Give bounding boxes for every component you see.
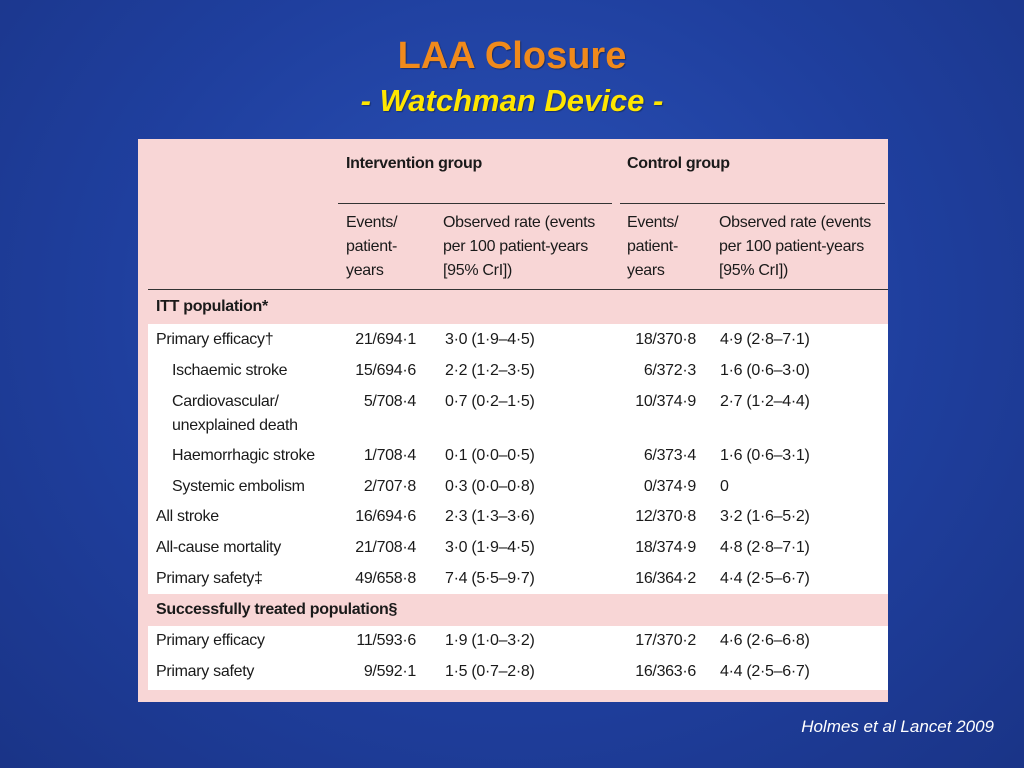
intervention-events: 9/592·1	[363, 663, 416, 680]
intervention-rate: 0·3 (0·0–0·8)	[445, 478, 535, 495]
intervention-events: 49/658·8	[355, 570, 416, 587]
intervention-events: 16/694·6	[355, 508, 416, 525]
intervention-events: 2/707·8	[363, 478, 416, 495]
intervention-rate: 2·2 (1·2–3·5)	[445, 362, 535, 379]
control-header-rule	[620, 203, 885, 204]
control-rate: 4·8 (2·8–7·1)	[720, 539, 810, 556]
control-rate: 4·9 (2·8–7·1)	[720, 331, 810, 348]
control-rate: 1·6 (0·6–3·0)	[720, 362, 810, 379]
row-label: Cardiovascular/ unexplained death	[172, 393, 298, 434]
intervention-rate: 0·7 (0·2–1·5)	[445, 393, 535, 410]
control-events: 18/370·8	[635, 331, 696, 348]
row-label: Primary efficacy†	[156, 331, 274, 348]
control-rate: 4·4 (2·5–6·7)	[720, 570, 810, 587]
intervention-rate: 0·1 (0·0–0·5)	[445, 447, 535, 464]
control-rate: 4·6 (2·6–6·8)	[720, 632, 810, 649]
intervention-events: 5/708·4	[363, 393, 416, 410]
intervention-events-header: Events/ patient- years	[346, 214, 398, 279]
intervention-events: 21/694·1	[355, 331, 416, 348]
itt-section-header: ITT population*	[148, 290, 888, 324]
control-events: 16/364·2	[635, 570, 696, 587]
control-events: 17/370·2	[635, 632, 696, 649]
row-label: All-cause mortality	[156, 539, 282, 556]
control-rate: 4·4 (2·5–6·7)	[720, 663, 810, 680]
control-rate-header: Observed rate (events per 100 patient-years [95% CrI])	[719, 214, 871, 279]
control-group-header: Control group	[627, 155, 730, 172]
intervention-rate: 7·4 (5·5–9·7)	[445, 570, 535, 587]
control-rate: 3·2 (1·6–5·2)	[720, 508, 810, 525]
control-events: 18/374·9	[635, 539, 696, 556]
control-events: 10/374·9	[635, 393, 696, 410]
row-label: Ischaemic stroke	[172, 362, 288, 379]
control-rate: 1·6 (0·6–3·1)	[720, 447, 810, 464]
citation: Holmes et al Lancet 2009	[801, 717, 994, 736]
intervention-rate: 2·3 (1·3–3·6)	[445, 508, 535, 525]
row-label: All stroke	[156, 508, 219, 525]
intervention-rate: 1·9 (1·0–3·2)	[445, 632, 535, 649]
control-events: 12/370·8	[635, 508, 696, 525]
control-events: 0/374·9	[643, 478, 696, 495]
row-label: Primary safety‡	[156, 570, 263, 587]
itt-section-body	[148, 324, 888, 594]
intervention-header-rule	[338, 203, 612, 204]
control-rate: 0	[720, 478, 729, 495]
intervention-events: 11/593·6	[356, 632, 416, 649]
control-events-header: Events/ patient- years	[627, 214, 679, 279]
control-events: 6/372·3	[643, 362, 696, 379]
intervention-group-header: Intervention group	[346, 155, 482, 172]
intervention-rate: 3·0 (1·9–4·5)	[445, 331, 535, 348]
results-table	[138, 139, 888, 702]
slide-subtitle: - Watchman Device -	[360, 83, 664, 118]
intervention-rate-header: Observed rate (events per 100 patient-years [95% CrI])	[443, 214, 595, 279]
row-label: Haemorrhagic stroke	[172, 447, 315, 464]
intervention-rate: 1·5 (0·7–2·8)	[445, 663, 535, 680]
intervention-events: 21/708·4	[355, 539, 416, 556]
control-events: 16/363·6	[635, 663, 696, 680]
intervention-events: 15/694·6	[355, 362, 416, 379]
row-label: Primary efficacy	[156, 632, 265, 649]
control-rate: 2·7 (1·2–4·4)	[720, 393, 810, 410]
treated-section-body	[148, 626, 888, 690]
intervention-rate: 3·0 (1·9–4·5)	[445, 539, 535, 556]
row-label: Systemic embolism	[172, 478, 305, 495]
row-label: Primary safety	[156, 663, 255, 680]
intervention-events: 1/708·4	[363, 447, 416, 464]
slide-title: LAA Closure	[397, 35, 627, 77]
treated-section-header: Successfully treated population§	[148, 594, 888, 626]
control-events: 6/373·4	[643, 447, 696, 464]
